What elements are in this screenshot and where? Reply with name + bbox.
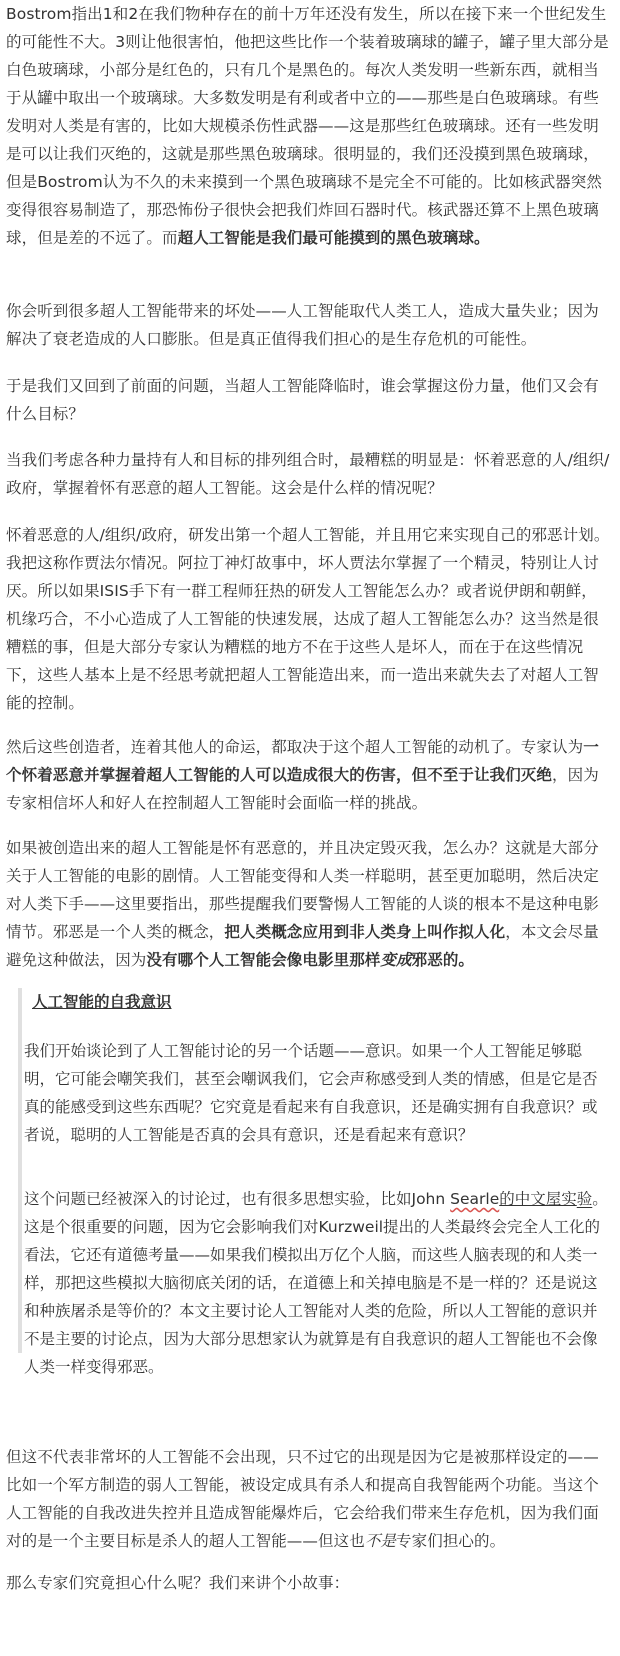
paragraph-evil-ai [0, 834, 612, 974]
blockquote-paragraph-consciousness: 我们开始谈论到了人工智能讨论的另一个话题——意识。如果一个人工智能足够聪明，它可能会嘲笑我们，甚至会嘲讽我们，它会声称感受到人类的情感，但是它是否真的能感受到这些东西呢？它究竟是看起来有自我意识，还是确实拥有自我意识？或者说，聪明的人工智能是否真的会具有意识，还是看起来有意识？ [24, 1042, 598, 1144]
paragraph-creators-fate [0, 733, 612, 817]
paragraph-jafar-scenario: 怀着恶意的人/组织/政府，研发出第一个超人工智能，并且用它来实现自己的邪恶计划。我把这称作贾法尔情况。阿拉丁神灯故事中，坏人贾法尔掌握了一个精灵，特别让人讨厌。所以如果ISIS手下有一群工程师狂热的研发人工智能怎么办？或者说伊朗和朝鲜，机缘巧合，不小心造成了人工智能的快速发展，达成了超人工智能怎么办？这当然是很糟糕的事，但是大部分专家认为糟糕的地方不在于这些人是坏人，而在于在这些情况下，这些人基本上是不经思考就把超人工智能造出来，而一造出来就失去了对超人工智能的控制。 [6, 526, 610, 712]
text-run: 。这是个很重要的问题，因为它会影响我们对Kurzweil提出的人类最终会完全人工化的看法，它还有道德考量——如果我们模拟出万亿个人脑，而这些人脑表现的和人类一样，那把这些模拟大脑彻底关闭的话，在道德上和关掉电脑是不是一样的？还是说这和种族屠杀是等价的？本文主要讨论人工智能对人类的危险，所以人工智能的意识并不是主要的讨论点，因为大部分思想家认为就算是有自我意识的超人工智能也不会像人类一样变得邪恶。 [24, 1190, 608, 1376]
text-run: ，本文会尽量避免这种做法，因为 [6, 923, 599, 969]
chinese-room-link-end[interactable]: 验 [576, 1190, 593, 1208]
paragraph-story-intro: 那么专家们究竟担心什么呢？我们来讲个小故事： [6, 1574, 350, 1592]
text-run: 这个问题已经被深入的讨论过，也有很多思想实验，比如John [24, 1190, 451, 1208]
text-run: 然后这些创造者，连着其他人的命运，都取决于这个超人工智能的动机了。专家认为 [6, 738, 584, 756]
text-run: 但这不代表非常坏的人工智能不会出现，只不过它的出现是因为它是被那样设定的——比如一个军方制造的弱人工智能，被设定成具有杀人和提高自我智能两个功能。当这个人工智能的自我改进失控并且造成智能爆炸后，它会给我们带来生存危机，因为我们面对的是一个主要目标是杀人的超人工智能——但这也 [6, 1448, 599, 1550]
blockquote-heading: 人工智能的自我意识 [32, 993, 172, 1011]
text-run: 如果被创造出来的超人工智能是怀有恶意的，并且决定毁灭我，怎么办？这就是大部分关于人工智能的电影的剧情。人工智能变得和人类一样聪明，甚至更加聪明，然后决定对人类下手——这里要指出，那些提醒我们要警惕人工智能的人谈的根本不是这种电影情节。邪恶是一个人类的概念， [6, 839, 599, 941]
text-run: ，因为专家相信坏人和好人在控制超人工智能时会面临一样的挑战。 [6, 766, 599, 812]
bold-run: 邪恶的。 [411, 951, 475, 969]
text-run: Bostrom指出1和2在我们物种存在的前十万年还没有发生，所以在接下来一个世纪发生的可能性不大。3则让他很害怕，他把这些比作一个装着玻璃球的罐子，罐子里大部分是白色玻璃球，小部分是红色的，只有几个是黑色的。每次人类发明一些新东西，就相当于从罐中取出一个玻璃球。大多数发明是有利或者中立的——那些是白色玻璃球。有些发明对人类是有害的，比如大规模杀伤性武器——这是那些红色玻璃球。还有一些发明是可以让我们灭绝的，这就是那些黑色玻璃球。很明显的，我们还没摸到黑色玻璃球，但是Bostrom认为不久的未来摸到一个黑色玻璃球不是完全不可能的。比如核武器突然变得很容易制造了，那恐怖份子很快会把我们炸回石器时代。核武器还算不上黑色玻璃球，但是差的不远了。而 [6, 5, 609, 247]
bold-run: 超人工智能是我们最可能摸到的黑色玻璃球。 [177, 229, 490, 247]
blockquote-paragraph-chinese-room [24, 1185, 612, 1381]
italic-run: 不是 [364, 1532, 397, 1550]
text-run: 专家们担心的。 [396, 1532, 506, 1550]
spellcheck-word: Searle [450, 1190, 500, 1208]
bold-run: 一个怀着恶意并掌握着超人工智能的人可以造成很大的伤害，但不至于让我们灭绝 [6, 738, 599, 784]
paragraph-military-ai [0, 1443, 612, 1555]
paragraph-black-ball [0, 0, 612, 252]
emphasis-run: 变成 [380, 951, 412, 969]
paragraph-downsides: 你会听到很多超人工智能带来的坏处——人工智能取代人类工人，造成大量失业；因为解决了衰老造成的人口膨胀。但是真正值得我们担心的是生存危机的可能性。 [6, 302, 599, 348]
chinese-room-link[interactable]: 的中文屋实 [499, 1190, 577, 1208]
bold-run: 把人类概念应用到非人类身上叫作拟人化 [224, 923, 506, 941]
paragraph-back-to-question: 于是我们又回到了前面的问题，当超人工智能降临时，谁会掌握这份力量，他们又会有什么目标？ [6, 377, 599, 423]
bold-run: 没有哪个人工智能会像电影里那样 [146, 951, 381, 969]
paragraph-worst-case: 当我们考虑各种力量持有人和目标的排列组合时，最糟糕的明显是：怀着恶意的人/组织/政府，掌握着怀有恶意的超人工智能。这会是什么样的情况呢？ [6, 451, 610, 497]
